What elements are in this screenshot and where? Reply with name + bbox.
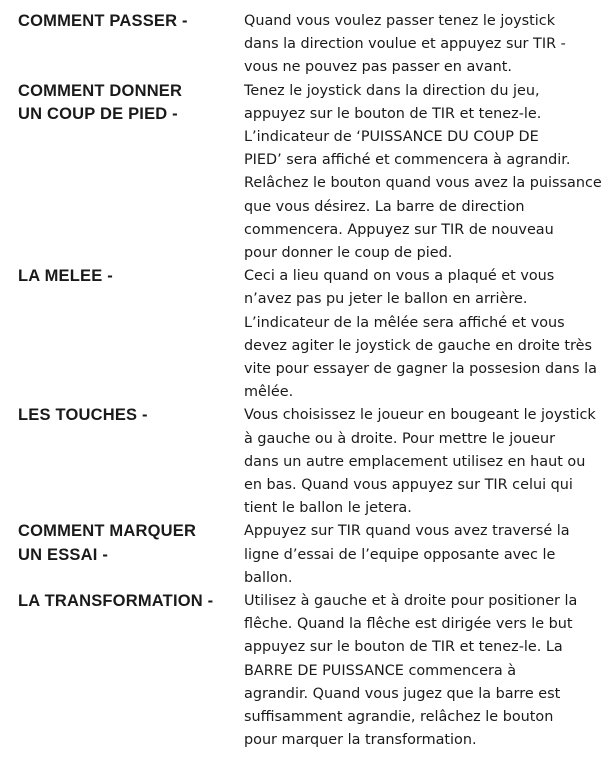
- heading-line: COMMENT PASSER -: [18, 12, 188, 30]
- heading-line: LA MELEE -: [18, 267, 113, 286]
- section-body: [244, 404, 596, 520]
- section-heading: [18, 265, 246, 288]
- section-heading: [18, 520, 246, 566]
- body-line: tient le ballon le jetera.: [244, 500, 412, 517]
- section-heading: [18, 10, 246, 33]
- body-line: appuyez sur le bouton de TIR et tenez-le. La: [244, 639, 563, 656]
- body-line: à gauche ou à droite. Pour mettre le joueur: [244, 430, 556, 447]
- heading-line: COMMENT DONNER: [18, 81, 183, 100]
- section-heading: [18, 404, 246, 427]
- heading-line: COMMENT MARQUER: [18, 522, 197, 541]
- body-line: Tenez le joystick dans la direction du jeu,: [244, 82, 540, 99]
- section-heading: [18, 590, 246, 613]
- body-line: pour marquer la transformation.: [244, 732, 477, 749]
- body-line: flêche. Quand la flêche est dirigée vers le but: [244, 616, 573, 633]
- body-line: Relâchez le bouton quand vous avez la puissance: [244, 175, 602, 192]
- body-line: devez agiter le joystick de gauche en droite très: [244, 337, 592, 354]
- section-body: [244, 265, 597, 404]
- section-body: [244, 10, 584, 80]
- body-line: pour donner le coup de pied.: [244, 245, 453, 262]
- body-line: PIED’ sera affiché et commencera à agrandir.: [244, 152, 571, 169]
- body-line: L’indicateur de ‘PUISSANCE DU COUP DE: [244, 129, 539, 145]
- body-line: Utilisez à gauche et à droite pour positioner la: [244, 593, 578, 609]
- heading-line: UN COUP DE PIED -: [18, 104, 178, 123]
- body-line: agrandir. Quand vous jugez que la barre est: [244, 685, 561, 702]
- body-line: suffisamment agrandie, relâchez le bouton: [244, 709, 554, 726]
- section-body: [244, 590, 584, 752]
- body-line: mêlée.: [244, 384, 294, 401]
- heading-line: LES TOUCHES -: [18, 406, 148, 425]
- body-line: que vous désirez. La barre de direction: [244, 198, 525, 215]
- section-body: [244, 80, 602, 266]
- section-body: [244, 520, 584, 590]
- body-line: n’avez pas pu jeter le ballon en arrière.: [244, 291, 528, 308]
- body-line: Ceci a lieu quand on vous a plaqué et vous: [244, 268, 555, 285]
- body-line: dans un autre emplacement utilisez en haut ou: [244, 453, 586, 470]
- body-line: Appuyez sur TIR quand vous avez traversé la: [244, 523, 570, 540]
- heading-line: LA TRANSFORMATION -: [18, 592, 214, 610]
- body-line: appuyez sur le bouton de TIR et tenez-le.: [244, 105, 542, 122]
- body-line: dans la direction voulue et appuyez sur TIR -: [244, 36, 566, 53]
- body-line: commencera. Appuyez sur TIR de nouveau: [244, 221, 554, 238]
- body-line: ballon.: [244, 569, 293, 586]
- body-line: vous ne pouvez pas passer en avant.: [244, 59, 512, 76]
- body-line: ligne d’essai de l’equipe opposante avec le: [244, 546, 556, 563]
- body-line: vite pour essayer de gagner la possesion dans la: [244, 361, 597, 377]
- body-line: Vous choisissez le joueur en bougeant le joystick: [244, 407, 596, 424]
- body-line: L’indicateur de la mêlée sera affiché et vous: [244, 314, 565, 331]
- body-line: BARRE DE PUISSANCE commencera à: [244, 662, 517, 679]
- body-line: en bas. Quand vous appuyez sur TIR celui qui: [244, 477, 573, 493]
- heading-line: UN ESSAI -: [18, 545, 109, 564]
- body-line: Quand vous voulez passer tenez le joystick: [244, 13, 556, 29]
- section-heading: [18, 80, 246, 126]
